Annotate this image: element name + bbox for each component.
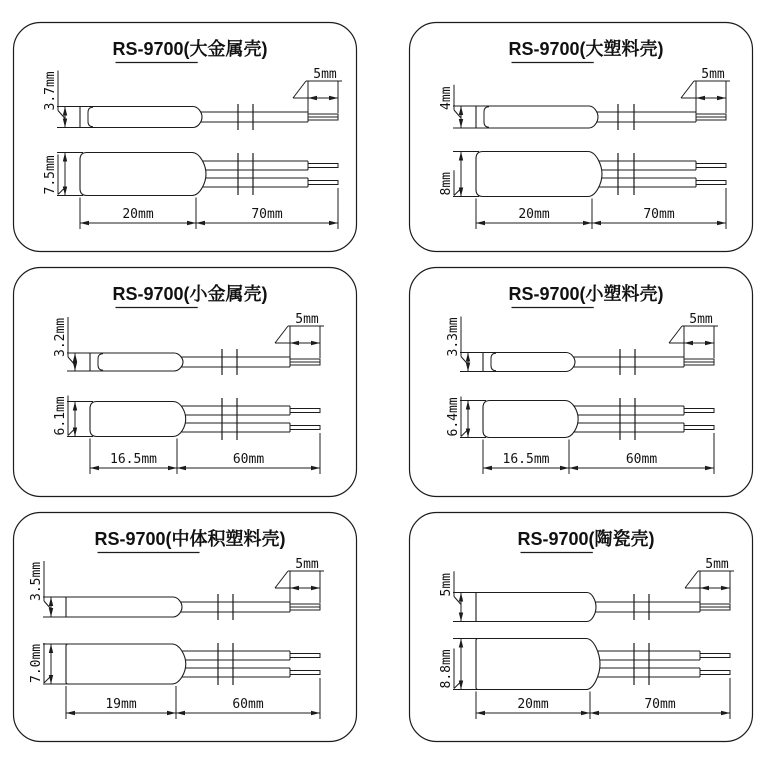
technical-drawing-large-metal-shell <box>12 21 358 253</box>
dimension-arrow <box>196 221 205 225</box>
dimension-side-height <box>446 397 486 438</box>
dim-body-length-label: 20mm <box>517 697 549 712</box>
dim-tip-length-label: 5mm <box>701 67 725 82</box>
dimension-arrow <box>63 119 67 128</box>
top-view <box>476 104 726 130</box>
leader-line <box>293 81 306 98</box>
bare-lead-tip-lower <box>290 426 320 430</box>
dim-body-length-label: 20mm <box>122 207 154 222</box>
dim-tip-length-label: 5mm <box>689 312 713 327</box>
dimension-arrow <box>168 466 177 470</box>
dimension-arrow <box>311 711 320 715</box>
top-view <box>483 349 714 375</box>
dimension-arrow <box>705 341 714 345</box>
dimension-arrow <box>466 353 470 362</box>
sensor-body-top-view <box>90 353 183 371</box>
dimension-arrow <box>459 613 463 622</box>
dimension-tip-length <box>669 312 718 358</box>
panel-ceramic-shell <box>408 511 754 743</box>
dimension-arrow <box>66 711 75 715</box>
dimension-side-height <box>439 639 479 690</box>
dimension-arrow <box>717 96 726 100</box>
sensor-body-side-view <box>483 401 578 438</box>
panel-title: RS-9700(小金属壳) <box>112 284 268 304</box>
bare-lead-tip-upper <box>290 409 320 413</box>
technical-drawing-medium-plastic-shell <box>12 511 358 743</box>
dimension-top-height <box>53 317 93 371</box>
dim-body-length-label: 16.5mm <box>110 452 157 467</box>
dimension-side-height <box>53 396 93 437</box>
sensor-body-side-view <box>476 639 600 690</box>
dimension-arrow <box>459 152 463 161</box>
dimension-arrow <box>49 597 53 606</box>
dim-side-height-label: 8mm <box>439 172 454 196</box>
dimension-arrow <box>721 711 730 715</box>
dim-lead-length-label: 70mm <box>644 697 676 712</box>
dimension-arrow <box>569 466 578 470</box>
dim-tip-length-label: 5mm <box>313 67 337 82</box>
bare-lead-tip-upper <box>684 409 714 413</box>
dimension-side-height <box>439 152 479 197</box>
panel-title: RS-9700(陶瓷壳) <box>517 529 655 549</box>
dimension-arrow <box>696 96 705 100</box>
dimension-tip-length <box>293 67 342 113</box>
sensor-body-top-view <box>483 353 575 372</box>
dimension-arrow <box>459 119 463 128</box>
dimension-arrow <box>717 221 726 225</box>
dimension-side-height <box>43 153 83 196</box>
bare-lead-tip-upper <box>290 654 320 658</box>
sensor-body-side-view <box>476 152 602 197</box>
dim-body-length-label: 19mm <box>105 697 137 712</box>
leader-line <box>669 326 682 343</box>
dim-side-height-label: 6.4mm <box>446 397 461 437</box>
panel-title: RS-9700(小塑料壳) <box>508 284 664 304</box>
technical-drawing-small-metal-shell <box>12 266 358 498</box>
sensor-body-side-view <box>90 402 186 437</box>
panel-small-metal-shell <box>12 266 358 498</box>
side-view <box>66 643 320 685</box>
bare-lead-tip-lower <box>290 671 320 675</box>
dimension-arrow <box>483 466 492 470</box>
sensor-body-top-view <box>80 107 202 128</box>
dimension-arrow <box>476 221 485 225</box>
dimension-arrow <box>308 96 317 100</box>
dimension-arrow <box>63 107 67 116</box>
dim-top-height-label: 3.3mm <box>446 317 461 357</box>
dim-side-height-label: 8.8mm <box>439 649 454 689</box>
dimension-arrow <box>476 711 485 715</box>
dimension-arrow <box>176 711 185 715</box>
dim-top-height-label: 5mm <box>439 573 454 597</box>
panel-title: RS-9700(中体积塑料壳) <box>94 529 286 549</box>
dimension-arrow <box>63 153 67 162</box>
dimension-tip-length <box>275 312 324 358</box>
sensor-body-side-view <box>80 153 206 196</box>
dim-tip-length-label: 5mm <box>705 557 729 572</box>
leader-line <box>275 571 288 588</box>
dim-side-height-label: 7.0mm <box>29 643 44 683</box>
dimension-arrow <box>187 221 196 225</box>
dimension-arrow <box>311 586 320 590</box>
technical-drawing-small-plastic-shell <box>408 266 754 498</box>
sensor-body-side-view <box>66 644 186 684</box>
top-view <box>80 104 338 130</box>
dimension-arrow <box>290 586 299 590</box>
bare-lead-tip-lower <box>700 671 730 675</box>
dimension-arrow <box>311 466 320 470</box>
dimension-arrow <box>49 644 53 653</box>
dimension-arrow <box>700 586 709 590</box>
dimension-arrow <box>592 221 601 225</box>
side-view <box>90 398 320 440</box>
dim-lead-length-label: 60mm <box>625 452 658 467</box>
dimension-arrow <box>311 341 320 345</box>
dimension-arrow <box>167 711 176 715</box>
dimension-arrow <box>705 466 714 470</box>
side-view <box>476 639 730 690</box>
dimension-arrow <box>459 593 463 602</box>
side-view <box>476 152 726 197</box>
sensor-body-top-view <box>66 597 182 617</box>
panel-large-plastic-shell <box>408 21 754 253</box>
dim-lead-length-label: 60mm <box>232 452 265 467</box>
sensor-body-top-view <box>476 593 596 622</box>
sensor-body-top-view <box>476 106 598 128</box>
leader-line <box>685 571 698 588</box>
dimension-arrow <box>80 221 89 225</box>
panel-large-metal-shell <box>12 21 358 253</box>
dimension-top-height <box>43 71 83 128</box>
dimension-tip-length <box>681 67 730 113</box>
dim-top-height-label: 4mm <box>439 86 454 110</box>
dimension-arrow <box>684 341 693 345</box>
dimension-top-height <box>29 561 69 617</box>
dim-tip-length-label: 5mm <box>295 312 319 327</box>
dimension-arrow <box>329 221 338 225</box>
leader-line <box>681 81 694 98</box>
dimension-lengths <box>483 433 714 474</box>
dimension-arrow <box>466 401 470 410</box>
dimension-arrow <box>329 96 338 100</box>
technical-drawing-large-plastic-shell <box>408 21 754 253</box>
dimension-arrow <box>581 711 590 715</box>
panel-medium-plastic-shell <box>12 511 358 743</box>
dim-lead-length-label: 70mm <box>251 207 283 222</box>
side-view <box>80 153 338 196</box>
dim-body-length-label: 16.5mm <box>502 452 550 467</box>
dim-tip-length-label: 5mm <box>295 557 319 572</box>
dimension-tip-length <box>275 557 324 603</box>
dim-lead-length-label: 70mm <box>643 207 675 222</box>
top-view <box>476 593 730 622</box>
panel-small-plastic-shell <box>408 266 754 498</box>
dim-body-length-label: 20mm <box>518 207 550 222</box>
bare-lead-tip-upper <box>696 164 726 168</box>
top-view <box>90 349 320 375</box>
dim-top-height-label: 3.7mm <box>43 71 58 111</box>
panel-title: RS-9700(大金属壳) <box>112 39 268 59</box>
dimension-top-height <box>439 571 479 621</box>
bare-lead-tip-upper <box>700 654 730 658</box>
dimension-arrow <box>590 711 599 715</box>
top-view <box>66 594 320 620</box>
leader-line <box>275 326 288 343</box>
dimension-arrow <box>49 608 53 617</box>
dimension-side-height <box>29 643 69 684</box>
dimension-arrow <box>721 586 730 590</box>
bare-lead-tip-lower <box>684 426 714 430</box>
technical-drawing-ceramic-shell <box>408 511 754 743</box>
dimension-arrow <box>73 402 77 411</box>
dimension-arrow <box>73 353 77 362</box>
dimension-arrow <box>459 106 463 115</box>
dimension-arrow <box>459 639 463 648</box>
side-view <box>483 398 714 440</box>
dimension-arrow <box>177 466 186 470</box>
panel-title: RS-9700(大塑料壳) <box>508 39 664 59</box>
dimension-top-height <box>439 85 479 128</box>
dim-top-height-label: 3.5mm <box>29 561 44 601</box>
bare-lead-tip-lower <box>696 181 726 185</box>
dimension-arrow <box>560 466 569 470</box>
bare-lead-tip-upper <box>308 164 338 168</box>
dim-side-height-label: 7.5mm <box>43 155 58 195</box>
bare-lead-tip-lower <box>308 181 338 185</box>
dimension-arrow <box>583 221 592 225</box>
dim-lead-length-label: 60mm <box>232 697 264 712</box>
dim-side-height-label: 6.1mm <box>53 396 68 436</box>
dimension-arrow <box>290 341 299 345</box>
dimension-lengths <box>90 433 320 474</box>
dimension-arrow <box>90 466 99 470</box>
dimension-tip-length <box>685 557 734 603</box>
dimension-top-height <box>446 317 486 372</box>
dim-top-height-label: 3.2mm <box>53 317 68 357</box>
